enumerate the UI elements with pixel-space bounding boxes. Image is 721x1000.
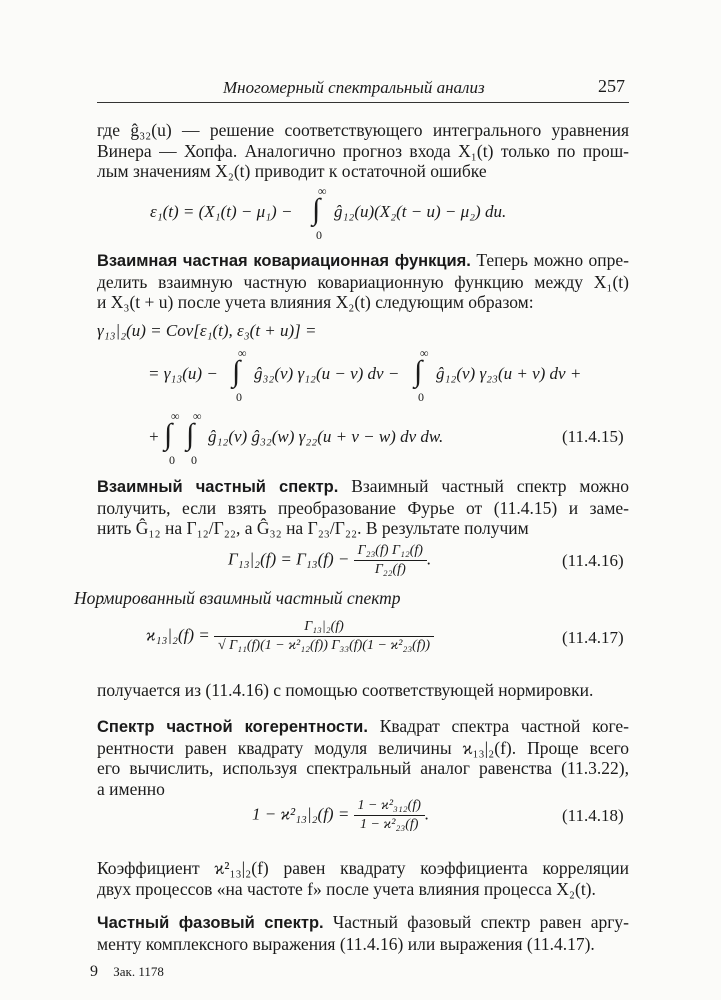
integral-sign-icon: ∫ (312, 193, 321, 226)
text-line: а именно (97, 778, 165, 799)
text-line: рентности равен квадрату модуля величины ϰ₁₃|₂(f). Проще всего (97, 737, 629, 758)
running-title: Многомерный спектральный анализ (223, 78, 485, 97)
paragraph-cross-spectrum (97, 476, 629, 539)
equation-number: (11.4.18) (562, 806, 624, 825)
integral-upper-limit: ∞ (171, 409, 180, 423)
fraction-numerator: 1 − ϰ²₃₁₂(f) (354, 797, 425, 816)
integral-lower-limit: 0 (418, 390, 424, 404)
section-heading: Частный фазовый спектр. (97, 914, 324, 932)
text-line: Взаимная частная ковариационная функция. Теперь можно опре- (97, 250, 629, 270)
integral-sign-icon: ∫ (414, 355, 423, 388)
fraction-numerator: Γ₂₃(f) Γ₁₂(f) (354, 542, 427, 561)
text-line: Взаимный частный спектр. Взаимный частный спектр можно (97, 476, 629, 496)
fraction-denominator: 1 − ϰ²₂₃(f) (359, 817, 419, 832)
equation-lhs: ε₁(t) = (X₁(t) − μ₁) − (150, 202, 293, 221)
integral-sign-icon: ∫ (186, 418, 195, 451)
equation-cov-line2c: ĝ₁₂(v) γ₂₃(u + v) dv + (436, 364, 582, 383)
integral-sign-icon: ∫ (232, 355, 241, 388)
text-line: нить Ĝ₁₂ на Γ₁₂/Γ₂₂, а Ĝ₃₂ на Γ₂₃/Γ₂₂. В результате получим (97, 518, 529, 538)
text-line: менту комплексного выражения (11.4.16) или выражения (11.4.17). (97, 933, 595, 954)
equation-cov-line1: γ₁₃|₂(u) = Cov[ε₁(t), ε₃(t + u)] = (97, 321, 317, 340)
text-line: двух процессов «на частоте f» после учета влияния процесса X₂(t). (97, 878, 596, 899)
text-line: лым значениям X₂(t) приводит к остаточной ошибке (97, 161, 487, 181)
text-line: Спектр частной когерентности. Квадрат спектра частной коге- (97, 716, 629, 736)
fraction (354, 797, 425, 834)
equation-rhs: ĝ₁₂(u)(X₂(t − u) − μ₂) du. (334, 202, 507, 221)
equation-cov-line3a: + (148, 427, 160, 446)
fraction (214, 618, 434, 655)
paragraph-coherence (97, 716, 629, 799)
integral-lower-limit: 0 (191, 453, 197, 467)
integral-sign-icon: ∫ (164, 418, 173, 451)
text-line: получается из (11.4.16) с помощью соответствующей нормировки. (97, 680, 594, 700)
equation-residual (150, 202, 292, 222)
section-heading: Спектр частной когерентности. (97, 718, 368, 736)
text-line: получить, если взять преобразование Фурье от (11.4.15) и заме- (97, 497, 629, 518)
paragraph-coefficient (97, 858, 629, 899)
fraction-numerator: Γ₁₃|₂(f) (214, 618, 434, 637)
integral-upper-limit: ∞ (238, 346, 247, 360)
integral-upper-limit: ∞ (420, 346, 429, 360)
equation-lhs: 1 − ϰ²₁₃|₂(f) = (252, 804, 350, 824)
text-line: Коэффициент ϰ²₁₃|₂(f) равен квадрату коэффициента корреляции (97, 858, 629, 878)
equation-cov-line2a: = γ₁₃(u) − (148, 364, 218, 383)
equation-number: (11.4.15) (562, 427, 624, 446)
equation-residual-rhs (334, 202, 506, 222)
equation-lhs: ϰ₁₃|₂(f) = (146, 625, 210, 645)
text-line: его вычислить, используя спектральный аналог равенства (11.3.22), (97, 758, 629, 778)
fraction (354, 542, 427, 579)
section-heading: Взаимная частная ковариационная функция. (97, 252, 471, 270)
fraction-denominator: √ Γ₁₁(f)(1 − ϰ²₁₂(f)) Γ₃₃(f)(1 − ϰ²₂₃(f)) (217, 638, 431, 653)
integral-upper-limit: ∞ (193, 409, 202, 423)
section-heading: Взаимный частный спектр. (97, 478, 339, 496)
equation-number: (11.4.16) (562, 551, 624, 570)
page-header (97, 76, 629, 103)
equation-partial-spectrum: Γ₁₃|₂(f) = Γ₁₃(f) − $\frac{\text{Γ₂₃(f) Γ₁₂(f)}}{\text{Γ₂₂(f)}}$ . (228, 543, 432, 577)
text-line: и X₃(t + u) после учета влияния X₂(t) следующим образом: (97, 292, 534, 312)
integral-upper-limit: ∞ (318, 184, 327, 198)
integral-lower-limit: 0 (316, 228, 322, 242)
text-line: делить взаимную частную ковариационную функцию между X₁(t) (97, 271, 629, 292)
text-line: Винера — Хопфа. Аналогично прогноз входа X₁(t) только по прош- (97, 140, 629, 161)
paragraph-intro (97, 120, 629, 182)
signature-mark: 9 (90, 963, 98, 980)
subheading: Нормированный взаимный частный спектр (74, 588, 401, 608)
equation-normalized (146, 618, 434, 655)
equation-number: (11.4.17) (562, 628, 624, 647)
paragraph-normalization (97, 680, 629, 701)
integral-lower-limit: 0 (169, 453, 175, 467)
equation-coherence: 1 − ϰ²₁₃|₂(f) = $\frac{\text{1 − ϰ²₃₁₂(f)}}{\text{1 − ϰ²₂₃(f)}}$ . (252, 798, 430, 832)
paragraph-cross-covariance (97, 250, 629, 313)
integral-lower-limit: 0 (236, 390, 242, 404)
page-footer (90, 963, 164, 981)
text-line: Частный фазовый спектр. Частный фазовый спектр равен аргу- (97, 912, 630, 932)
text-line: где ĝ₃₂(u) — решение соответствующего интегрального уравнения (97, 120, 629, 140)
equation-cov-line3b: ĝ₁₂(v) ĝ₃₂(w) γ₂₂(u + v − w) dv dw. (208, 427, 444, 446)
equation-lhs: Γ₁₃|₂(f) = Γ₁₃(f) − (228, 549, 350, 569)
order-number: Зак. 1178 (113, 964, 164, 979)
paragraph-phase (97, 912, 629, 954)
fraction-denominator: Γ₂₂(f) (374, 562, 406, 577)
page-number: 257 (598, 76, 625, 96)
equation-cov-line2b: ĝ₃₂(v) γ₁₂(u − v) dv − (254, 364, 400, 383)
